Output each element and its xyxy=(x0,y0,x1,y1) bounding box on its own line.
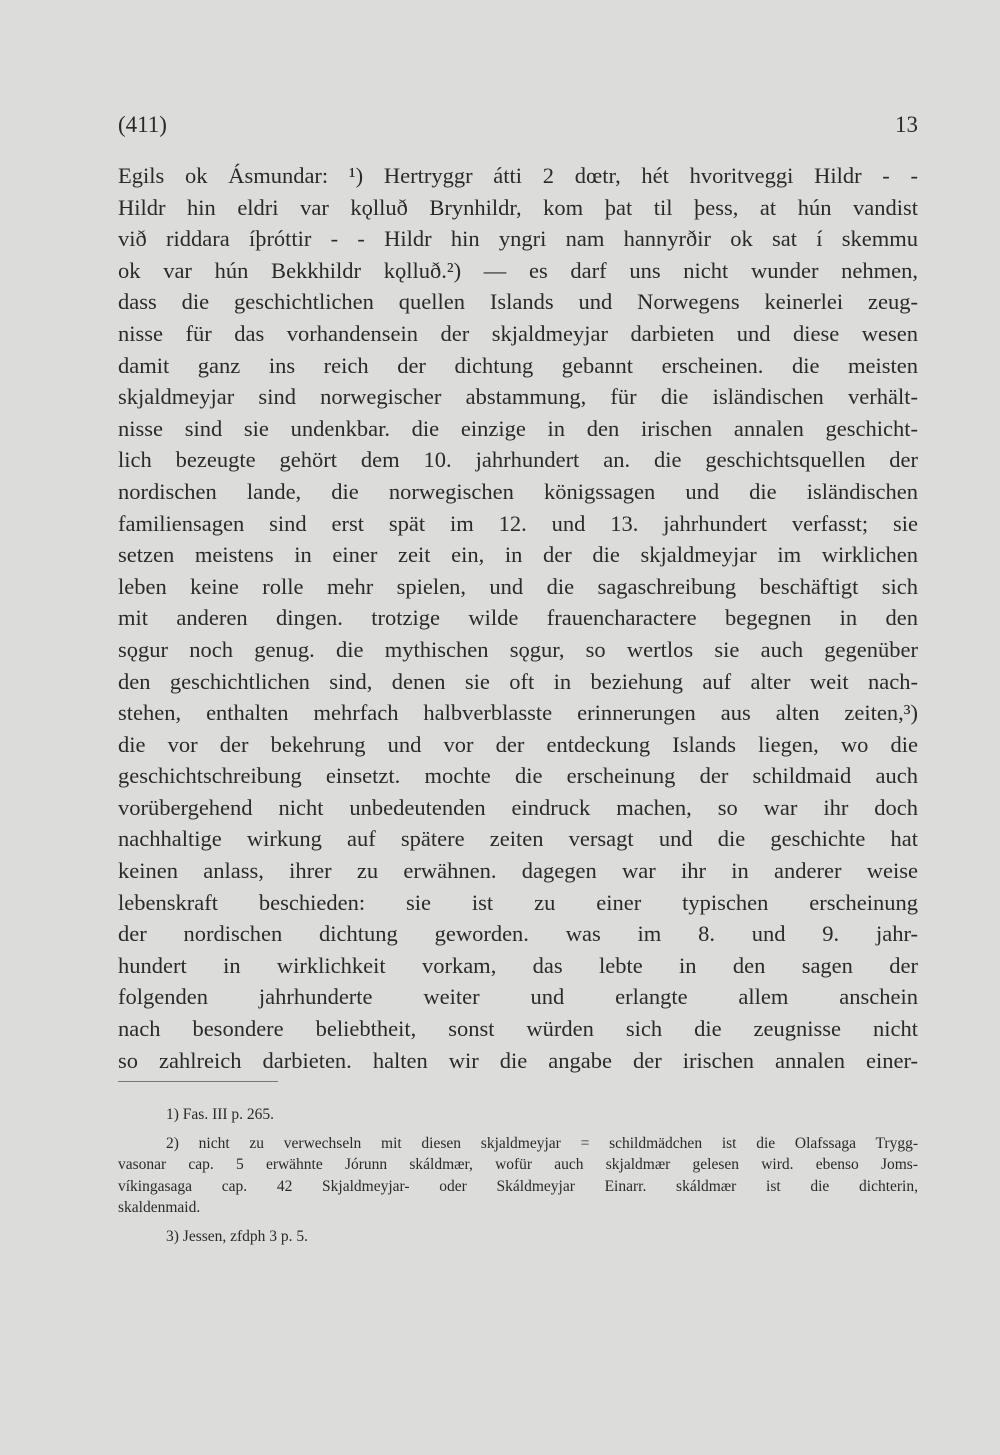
text-line: den geschichtlichen sind, denen sie oft in beziehung auf alter weit nach- xyxy=(118,668,918,694)
page-number: 13 xyxy=(895,112,918,137)
footnote-3: 3) Jessen, zfdph 3 p. 5. xyxy=(166,1227,309,1245)
text-line: við riddara íþróttir - - Hildr hin yngri nam hannyrðir ok sat í skemmu xyxy=(118,226,918,252)
footnote-1: 1) Fas. III p. 265. xyxy=(166,1106,275,1123)
text-line: keinen anlass, ihrer zu erwähnen. dagegen war ihr in anderer weise xyxy=(118,858,918,884)
footnote-2-cont: víkingasaga cap. 42 Skjaldmeyjar- oder Skáldmeyjar Einarr. skáldmær ist die dichterin, xyxy=(118,1177,918,1195)
text-line: der nordischen dichtung geworden. was im 8. und 9. jahr- xyxy=(118,921,918,947)
footnote-2-cont: skaldenmaid. xyxy=(118,1198,201,1216)
text-line: stehen, enthalten mehrfach halbverblasste erinnerungen aus alten zeiten,³) xyxy=(118,700,918,726)
text-line: nordischen lande, die norwegischen königssagen und die isländischen xyxy=(118,478,918,504)
text-line: vorübergehend nicht unbedeutenden eindruck machen, so war ihr doch xyxy=(118,794,918,820)
text-line: so zahlreich darbieten. halten wir die angabe der irischen annalen einer- xyxy=(118,1047,918,1073)
text-line: skjaldmeyjar sind norwegischer abstammung, für die isländischen verhält- xyxy=(118,384,918,410)
text-line: Egils ok Ásmundar: ¹) Hertryggr átti 2 dœtr, hét hvoritveggi Hildr - - xyxy=(118,163,918,188)
text-line: folgenden jahrhunderte weiter und erlangte allem anschein xyxy=(118,984,918,1010)
text-line: dass die geschichtlichen quellen Islands und Norwegens keinerlei zeug- xyxy=(118,289,918,315)
text-line: die vor der bekehrung und vor der entdeckung Islands liegen, wo die xyxy=(118,731,918,757)
section-number: (411) xyxy=(118,112,167,137)
text-line: familiensagen sind erst spät im 12. und 13. jahrhundert verfasst; sie xyxy=(118,510,918,536)
page-header xyxy=(118,112,918,142)
text-line: geschichtschreibung einsetzt. mochte die erscheinung der schildmaid auch xyxy=(118,763,918,789)
text-line: nisse für das vorhandensein der skjaldmeyjar darbieten und diese wesen xyxy=(118,320,918,346)
text-line: lebenskraft beschieden: sie ist zu einer typischen erscheinung xyxy=(118,889,918,915)
text-line: setzen meistens in einer zeit ein, in der die skjaldmeyjar im wirklichen xyxy=(118,542,918,568)
footnotes xyxy=(118,1104,918,1247)
footnote-divider xyxy=(118,1081,278,1082)
text-line: sǫgur noch genug. die mythischen sǫgur, so wertlos sie auch gegenüber xyxy=(118,636,918,662)
footnote-2: 2) nicht zu verwechseln mit diesen skjaldmeyjar = schildmädchen ist die Olafssaga Trygg- xyxy=(166,1135,918,1153)
text-line: Hildr hin eldri var kǫlluð Brynhildr, kom þat til þess, at hún vandist xyxy=(118,194,918,220)
text-line: lich bezeugte gehört dem 10. jahrhundert an. die geschichtsquellen der xyxy=(118,447,918,473)
text-line: nach besondere beliebtheit, sonst würden sich die zeugnisse nicht xyxy=(118,1016,918,1042)
text-line: nachhaltige wirkung auf spätere zeiten versagt und die geschichte hat xyxy=(118,826,918,852)
text-line: leben keine rolle mehr spielen, und die sagaschreibung beschäftigt sich xyxy=(118,573,918,599)
text-line: ok var hún Bekkhildr kǫlluð.²) — es darf uns nicht wunder nehmen, xyxy=(118,257,918,283)
text-line: nisse sind sie undenkbar. die einzige in den irischen annalen geschicht- xyxy=(118,415,918,441)
text-line: damit ganz ins reich der dichtung gebannt erscheinen. die meisten xyxy=(118,352,918,378)
text-line: mit anderen dingen. trotzige wilde frauencharactere begegnen in den xyxy=(118,605,918,631)
footnote-2-cont: vasonar cap. 5 erwähnte Jórunn skáldmær, wofür auch skjaldmær gelesen wird. ebenso Joms- xyxy=(118,1156,918,1174)
text-line: hundert in wirklichkeit vorkam, das lebte in den sagen der xyxy=(118,952,918,978)
body-text xyxy=(118,160,918,1076)
